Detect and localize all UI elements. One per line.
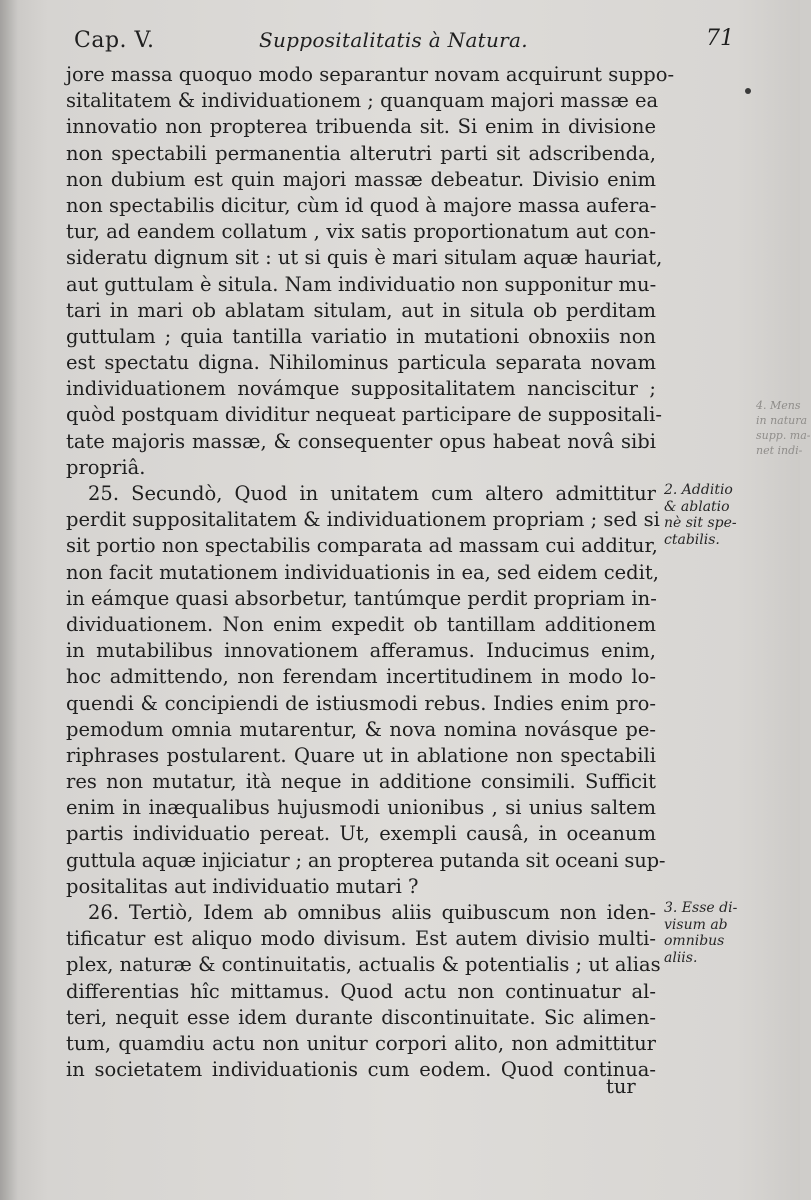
text-line: tari in mari ob ablatam situlam, aut in situla ob perditam <box>66 298 656 322</box>
text-line: aut guttulam è situla. Nam individuatio non supponitur mu- <box>66 272 657 296</box>
margin-note-line: & ablatio <box>664 498 730 515</box>
margin-note-line: omnibus <box>664 933 725 949</box>
text-line: non spectabilis dicitur, cùm id quod à majore massa aufera- <box>66 193 657 217</box>
text-line: quendi & concipiendi de istiusmodi rebus. Indies enim pro- <box>66 691 656 715</box>
bleed-through-line: net indi- <box>756 444 803 457</box>
text-line: positalitas aut individuatio mutari ? <box>66 874 419 898</box>
text-line: jore massa quoquo modo separantur novam acquirunt suppo- <box>66 63 675 86</box>
text-line: sit portio non spectabilis comparata ad massam cui additur, <box>66 534 658 558</box>
chapter-label: Cap. V. <box>74 28 155 53</box>
text-line: est spectatu digna. Nihilominus particula separata novam <box>66 351 656 375</box>
text-line: differentias hîc mittamus. Quod actu non continuatur al- <box>66 979 656 1003</box>
margin-note-line: visum ab <box>664 916 728 933</box>
text-line: quòd postquam dividitur nequeat participare de suppositali- <box>66 403 662 427</box>
margin-note-line: ctabilis. <box>664 531 720 548</box>
text-line: pemodum omnia mutarentur, & nova nomina novásque pe- <box>66 717 656 741</box>
bleed-through-line: in natura <box>756 414 808 427</box>
text-line: perdit suppositalitatem & individuationem propriam ; sed si <box>66 508 660 532</box>
page-number: 71 <box>706 26 734 51</box>
text-line: guttulam ; quia tantilla variatio in mutationi obnoxiis non <box>66 324 656 348</box>
text-line: non spectabili permanentia alterutri parti sit adscribenda, <box>66 141 656 165</box>
text-line: plex, naturæ & continuitatis, actualis & potentialis ; ut alias <box>66 953 661 977</box>
text-line: sitalitatem & individuationem ; quanquam majori massæ ea <box>66 89 659 113</box>
page-header <box>74 24 734 58</box>
margin-note-additio <box>664 482 742 548</box>
running-title: Suppositalitatis à Natura. <box>259 28 528 52</box>
text-line: in eámque quasi absorbetur, tantúmque perdit propriam in- <box>66 586 657 610</box>
catchword: tur <box>606 1075 636 1098</box>
text-line: non facit mutationem individuationis in ea, sed eidem cedit, <box>66 560 659 584</box>
text-line: sideratu dignum sit : ut si quis è mari situlam aquæ hauriat, <box>66 246 663 270</box>
bleed-through-note <box>756 398 811 458</box>
text-line: non dubium est quin majori massæ debeatur. Divisio enim <box>66 167 656 191</box>
margin-note-line: 3. Esse di- <box>664 900 738 916</box>
margin-note-divisum <box>664 900 742 966</box>
spine-shadow <box>0 0 18 1200</box>
text-line: hoc admittendo, non ferendam incertitudinem in modo lo- <box>66 665 656 689</box>
text-line: dividuationem. Non enim expedit ob tantillam additionem <box>66 612 656 636</box>
margin-note-line: 2. Additio <box>664 482 733 498</box>
ink-speck <box>745 88 751 94</box>
margin-note-line: aliis. <box>664 949 698 966</box>
bleed-through-line: 4. Mens <box>756 399 801 412</box>
paragraph-25-start: 25. Secundò, Quod in unitatem cum altero admittitur <box>88 482 656 505</box>
text-line: tate majoris massæ, & consequenter opus habeat novâ sibi <box>66 429 656 453</box>
text-line: partis individuatio pereat. Ut, exempli causâ, in oceanum <box>66 822 656 846</box>
bleed-through-line: supp. ma- <box>756 429 811 442</box>
text-line: res non mutatur, ità neque in additione consimili. Sufficit <box>66 770 656 794</box>
paragraph-26-start: 26. Tertiò, Idem ab omnibus aliis quibuscum non iden- <box>88 901 656 924</box>
text-line: in societatem individuationis cum eodem. Quod continua- <box>66 1058 656 1082</box>
text-line: tur, ad eandem collatum , vix satis proportionatum aut con- <box>66 220 656 244</box>
text-line: in mutabilibus innovationem afferamus. Inducimus enim, <box>66 639 656 663</box>
text-line: guttula aquæ injiciatur ; an propterea putanda sit oceani sup- <box>66 848 666 872</box>
text-line: individuationem novámque suppositalitatem nanciscitur ; <box>66 377 656 401</box>
text-line: innovatio non propterea tribuenda sit. Si enim in divisione <box>66 115 656 139</box>
text-line: tum, quamdiu actu non unitur corpori alito, non admittitur <box>66 1031 656 1055</box>
text-line: enim in inæqualibus hujusmodi unionibus , si unius saltem <box>66 796 656 820</box>
margin-note-line: nè sit spe- <box>664 515 737 531</box>
main-text <box>66 62 675 1083</box>
text-line: tificatur est aliquo modo divisum. Est autem divisio multi- <box>66 927 656 951</box>
text-line: teri, nequit esse idem durante discontinuitate. Sic alimen- <box>66 1005 656 1029</box>
text-line: riphrases postularent. Quare ut in ablatione non spectabili <box>66 743 656 767</box>
text-line: propriâ. <box>66 455 146 479</box>
